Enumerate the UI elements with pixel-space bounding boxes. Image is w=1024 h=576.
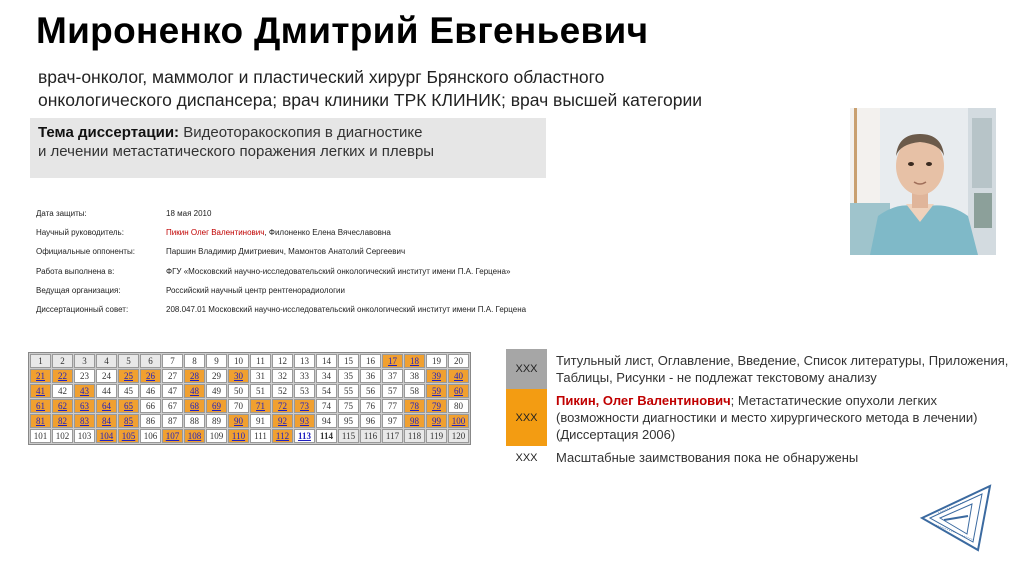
page-link-cell[interactable]: 110 <box>228 429 249 443</box>
position-line-2: онкологического диспансера; врач клиники ТРК КЛИНИК; врач высшей категории <box>38 90 703 110</box>
page-cell: 29 <box>206 369 227 383</box>
legend-description <box>547 349 1011 389</box>
page-link-cell[interactable]: 79 <box>426 399 447 413</box>
page-link-cell[interactable]: 81 <box>30 414 51 428</box>
page-cell: 7 <box>162 354 183 368</box>
page-cell: 114 <box>316 429 337 443</box>
details-value <box>166 223 391 242</box>
page-cell: 16 <box>360 354 381 368</box>
page-cell: 57 <box>382 384 403 398</box>
page-cell: 45 <box>118 384 139 398</box>
page-link-cell[interactable]: 90 <box>228 414 249 428</box>
page-link-cell[interactable]: 61 <box>30 399 51 413</box>
page-link-cell[interactable]: 72 <box>272 399 293 413</box>
page-cell: 50 <box>228 384 249 398</box>
page-cell: 20 <box>448 354 469 368</box>
supervisor-name-highlight: Пикин Олег Валентинович <box>166 228 265 238</box>
page-cell: 52 <box>272 384 293 398</box>
page-link-cell[interactable]: 43 <box>74 384 95 398</box>
page-cell: 77 <box>382 399 403 413</box>
legend-color-key: ХХХ <box>506 349 547 389</box>
portrait-photo <box>850 108 996 255</box>
details-value-text: 208.047.01 Московский научно-исследовательский онкологический институт имени П.А. Герцена <box>166 304 527 314</box>
page-link-cell[interactable]: 25 <box>118 369 139 383</box>
page-link-cell[interactable]: 113 <box>294 429 315 443</box>
page-cell: 102 <box>52 429 73 443</box>
page-link-cell[interactable]: 107 <box>162 429 183 443</box>
page-cell: 86 <box>140 414 161 428</box>
page-cell: 46 <box>140 384 161 398</box>
page-title: Мироненко Дмитрий Евгеньевич <box>36 10 649 51</box>
page-cell: 36 <box>360 369 381 383</box>
page-cell: 101 <box>30 429 51 443</box>
page-cell: 2 <box>52 354 73 368</box>
page-cell: 38 <box>404 369 425 383</box>
legend-row <box>506 446 1011 469</box>
details-row <box>36 281 526 300</box>
legend-row <box>506 389 1011 446</box>
details-row <box>36 242 526 261</box>
page-cell: 42 <box>52 384 73 398</box>
page-cell: 34 <box>316 369 337 383</box>
page-cell: 95 <box>338 414 359 428</box>
page-link-cell[interactable]: 65 <box>118 399 139 413</box>
page-cell: 8 <box>184 354 205 368</box>
page-cell: 4 <box>96 354 117 368</box>
page-cell: 118 <box>404 429 425 443</box>
details-value <box>166 281 345 300</box>
details-value <box>166 242 405 261</box>
details-value-text: ФГУ «Московский научно-исследовательский онкологический институт имени П.А. Герцена» <box>166 266 511 276</box>
page-link-cell[interactable]: 39 <box>426 369 447 383</box>
page-cell: 119 <box>426 429 447 443</box>
legend-description <box>547 389 1011 446</box>
page-link-cell[interactable]: 84 <box>96 414 117 428</box>
page-cell: 87 <box>162 414 183 428</box>
page-link-cell[interactable]: 68 <box>184 399 205 413</box>
details-row <box>36 262 526 281</box>
legend-text: Масштабные заимствования пока не обнаружены <box>556 450 859 465</box>
page-cell: 35 <box>338 369 359 383</box>
page-cell: 10 <box>228 354 249 368</box>
page-cell: 31 <box>250 369 271 383</box>
page-link-cell[interactable]: 112 <box>272 429 293 443</box>
page-link-cell[interactable]: 105 <box>118 429 139 443</box>
page-link-cell[interactable]: 73 <box>294 399 315 413</box>
page-cell: 94 <box>316 414 337 428</box>
page-link-cell[interactable]: 59 <box>426 384 447 398</box>
page-analysis-grid <box>28 352 471 445</box>
page-link-cell[interactable]: 92 <box>272 414 293 428</box>
page-cell: 24 <box>96 369 117 383</box>
page-cell: 96 <box>360 414 381 428</box>
page-cell: 14 <box>316 354 337 368</box>
page-cell: 11 <box>250 354 271 368</box>
legend-text: ; Метастатические опухоли легких (возможности диагностики и место хирургического метода в лечении) (Диссертация 2006) <box>556 393 978 442</box>
page-cell: 116 <box>360 429 381 443</box>
details-value-text: 18 мая 2010 <box>166 209 212 218</box>
page-link-cell[interactable]: 100 <box>448 414 469 428</box>
page-link-cell[interactable]: 69 <box>206 399 227 413</box>
page-cell: 12 <box>272 354 293 368</box>
page-cell: 89 <box>206 414 227 428</box>
dissertation-details <box>36 204 526 319</box>
page-link-cell[interactable]: 22 <box>52 369 73 383</box>
page-cell: 67 <box>162 399 183 413</box>
page-link-cell[interactable]: 63 <box>74 399 95 413</box>
page-link-cell[interactable]: 78 <box>404 399 425 413</box>
certificate-stamp-logo <box>918 480 994 556</box>
page-cell: 47 <box>162 384 183 398</box>
page-link-cell[interactable]: 64 <box>96 399 117 413</box>
details-label: Диссертационный совет: <box>36 304 129 314</box>
page-cell: 44 <box>96 384 117 398</box>
page-link-cell[interactable]: 108 <box>184 429 205 443</box>
page-cell: 23 <box>74 369 95 383</box>
details-value-text: Паршин Владимир Дмитриевич, Мамонтов Анатолий Сергеевич <box>166 247 406 257</box>
page-cell: 80 <box>448 399 469 413</box>
details-label: Официальные оппоненты: <box>36 247 135 257</box>
page-cell: 33 <box>294 369 315 383</box>
page-cell: 97 <box>382 414 403 428</box>
page-cell: 70 <box>228 399 249 413</box>
legend-description <box>547 446 858 469</box>
page-cell: 111 <box>250 429 271 443</box>
page-cell: 106 <box>140 429 161 443</box>
page-link-cell[interactable]: 93 <box>294 414 315 428</box>
page-link-cell[interactable]: 71 <box>250 399 271 413</box>
page-link-cell[interactable]: 60 <box>448 384 469 398</box>
details-value <box>166 262 510 281</box>
details-value-text: Российский научный центр рентгенорадиологии <box>166 285 345 295</box>
page-link-cell[interactable]: 17 <box>382 354 403 368</box>
details-value-text: , Филоненко Елена Вячеславовна <box>264 228 391 238</box>
page-link-cell[interactable]: 104 <box>96 429 117 443</box>
page-cell: 1 <box>30 354 51 368</box>
topic-text-line-2: и лечении метастатического поражения легких и плевры <box>38 143 435 160</box>
page-cell: 117 <box>382 429 403 443</box>
page-link-cell[interactable]: 21 <box>30 369 51 383</box>
page-cell: 37 <box>382 369 403 383</box>
page-cell: 54 <box>316 384 337 398</box>
page-cell: 103 <box>74 429 95 443</box>
page-cell: 58 <box>404 384 425 398</box>
page-link-cell[interactable]: 85 <box>118 414 139 428</box>
page-cell: 76 <box>360 399 381 413</box>
analysis-legend <box>506 349 1011 469</box>
page-cell: 15 <box>338 354 359 368</box>
legend-color-key: ХХХ <box>506 446 547 469</box>
details-value <box>166 204 211 223</box>
page-link-cell[interactable]: 30 <box>228 369 249 383</box>
page-cell: 115 <box>338 429 359 443</box>
legend-row <box>506 349 1011 389</box>
page-cell: 66 <box>140 399 161 413</box>
legend-text: Титульный лист, Оглавление, Введение, Список литературы, Приложения, Таблицы, Рисунки - не подлежат текстовому анализу <box>556 353 1009 385</box>
page-cell: 6 <box>140 354 161 368</box>
page-cell: 53 <box>294 384 315 398</box>
page-cell: 5 <box>118 354 139 368</box>
details-label: Дата защиты: <box>36 209 87 218</box>
page-link-cell[interactable]: 62 <box>52 399 73 413</box>
topic-label: Тема диссертации: <box>38 124 180 141</box>
page-link-cell[interactable]: 82 <box>52 414 73 428</box>
details-label: Научный руководитель: <box>36 228 124 238</box>
page-cell: 91 <box>250 414 271 428</box>
page-cell: 27 <box>162 369 183 383</box>
details-row <box>36 223 526 242</box>
page-cell: 56 <box>360 384 381 398</box>
position-line-1: врач-онколог, маммолог и пластический хирург Брянского областного <box>38 67 605 87</box>
page-cell: 13 <box>294 354 315 368</box>
page-link-cell[interactable]: 99 <box>426 414 447 428</box>
page-cell: 19 <box>426 354 447 368</box>
details-label: Ведущая организация: <box>36 285 121 295</box>
dissertation-topic-box <box>30 118 546 178</box>
page-cell: 49 <box>206 384 227 398</box>
details-row <box>36 204 526 223</box>
page-cell: 55 <box>338 384 359 398</box>
page-cell: 51 <box>250 384 271 398</box>
page-cell: 9 <box>206 354 227 368</box>
page-link-cell[interactable]: 98 <box>404 414 425 428</box>
source-author-highlight: Пикин, Олег Валентинович <box>556 393 731 408</box>
position-description <box>38 66 798 112</box>
page-link-cell[interactable]: 18 <box>404 354 425 368</box>
page-link-cell[interactable]: 28 <box>184 369 205 383</box>
page-cell: 74 <box>316 399 337 413</box>
page-cell: 109 <box>206 429 227 443</box>
page-link-cell[interactable]: 48 <box>184 384 205 398</box>
page-link-cell[interactable]: 26 <box>140 369 161 383</box>
page-cell: 120 <box>448 429 469 443</box>
page-link-cell[interactable]: 41 <box>30 384 51 398</box>
page-cell: 3 <box>74 354 95 368</box>
details-row <box>36 300 526 319</box>
page-link-cell[interactable]: 40 <box>448 369 469 383</box>
page-link-cell[interactable]: 83 <box>74 414 95 428</box>
topic-text-line-1: Видеоторакоскопия в диагностике <box>183 124 423 141</box>
page-cell: 32 <box>272 369 293 383</box>
details-value <box>166 300 526 319</box>
details-label: Работа выполнена в: <box>36 266 115 276</box>
page-cell: 75 <box>338 399 359 413</box>
legend-color-key: ХХХ <box>506 389 547 446</box>
page-cell: 88 <box>184 414 205 428</box>
